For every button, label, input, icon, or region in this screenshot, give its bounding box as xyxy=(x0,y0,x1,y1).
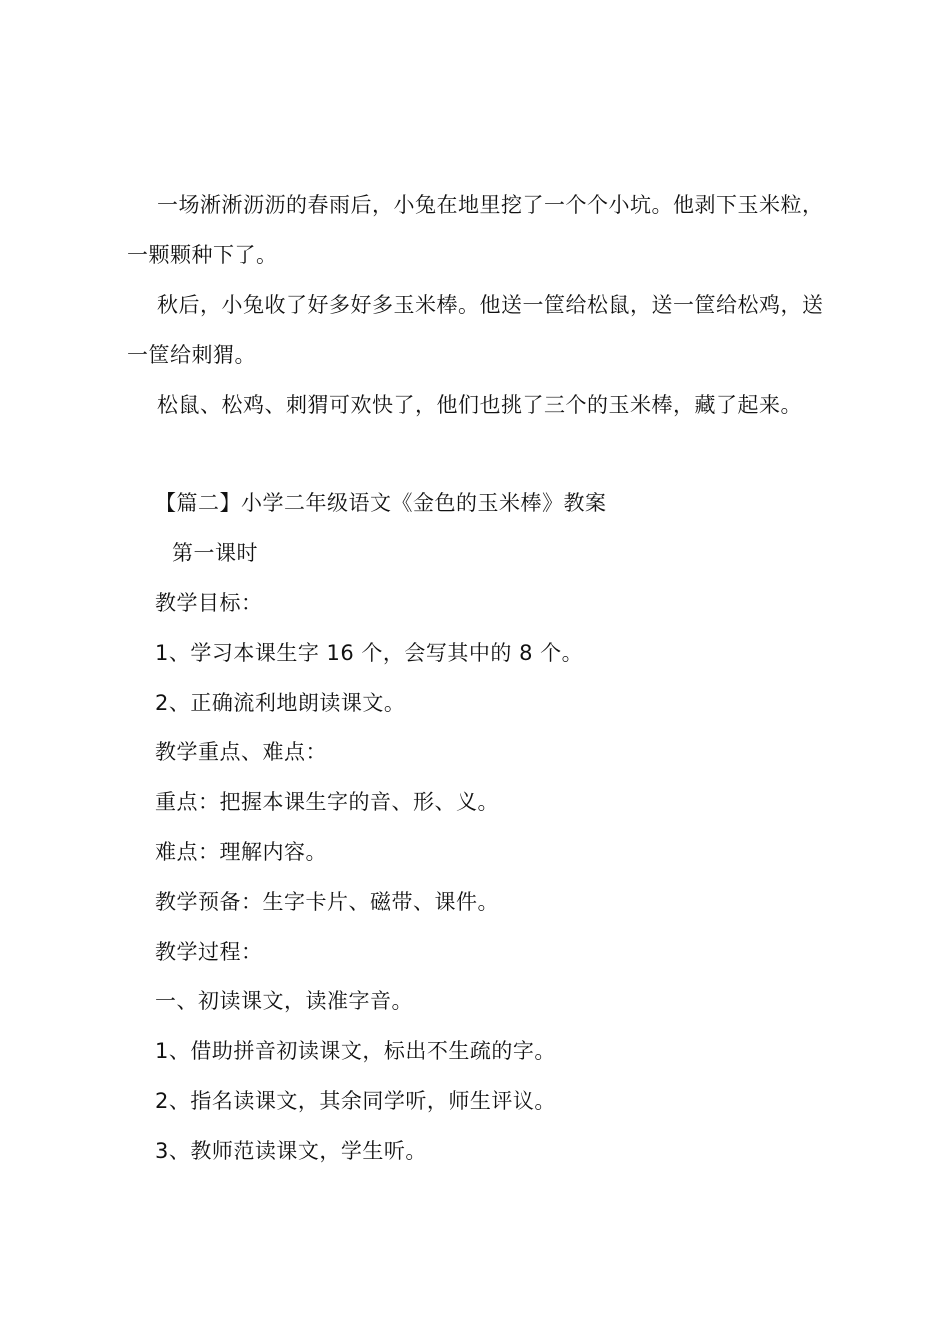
step-item-2: 2、指名读课文，其余同学听，师生评议。 xyxy=(155,1089,556,1113)
goal-item-1: 1、学习本课生字 16 个，会写其中的 8 个。 xyxy=(155,641,584,665)
lesson-heading: 【篇二】小学二年级语文《金色的玉米棒》教案 xyxy=(155,491,607,515)
step-item-1: 1、借助拼音初读课文，标出不生疏的字。 xyxy=(155,1039,556,1063)
goal-item-2: 2、正确流利地朗读课文。 xyxy=(155,691,406,715)
story-paragraph-1: 一场淅淅沥沥的春雨后，小兔在地里挖了一个个小坑。他剥下玉米粒，一颗颗种下了。 xyxy=(127,193,824,267)
lesson-session: 第一课时 xyxy=(172,541,258,565)
story-paragraph-3: 松鼠、松鸡、刺猬可欢快了，他们也挑了三个的玉米棒，藏了起来。 xyxy=(157,393,802,417)
goals-title: 教学目标： xyxy=(155,591,263,615)
key-point: 重点：把握本课生字的音、形、义。 xyxy=(155,790,499,814)
key-title: 教学重点、难点： xyxy=(155,740,327,764)
step-one: 一、初读课文，读准字音。 xyxy=(155,989,413,1013)
difficulty: 难点：理解内容。 xyxy=(155,840,327,864)
story-paragraph-2: 秋后，小兔收了好多好多玉米棒。他送一筐给松鼠，送一筐给松鸡，送一筐给刺猬。 xyxy=(127,293,824,367)
step-item-3: 3、教师范读课文，学生听。 xyxy=(155,1139,427,1163)
process-title: 教学过程： xyxy=(155,940,263,964)
preparation: 教学预备：生字卡片、磁带、课件。 xyxy=(155,890,499,914)
